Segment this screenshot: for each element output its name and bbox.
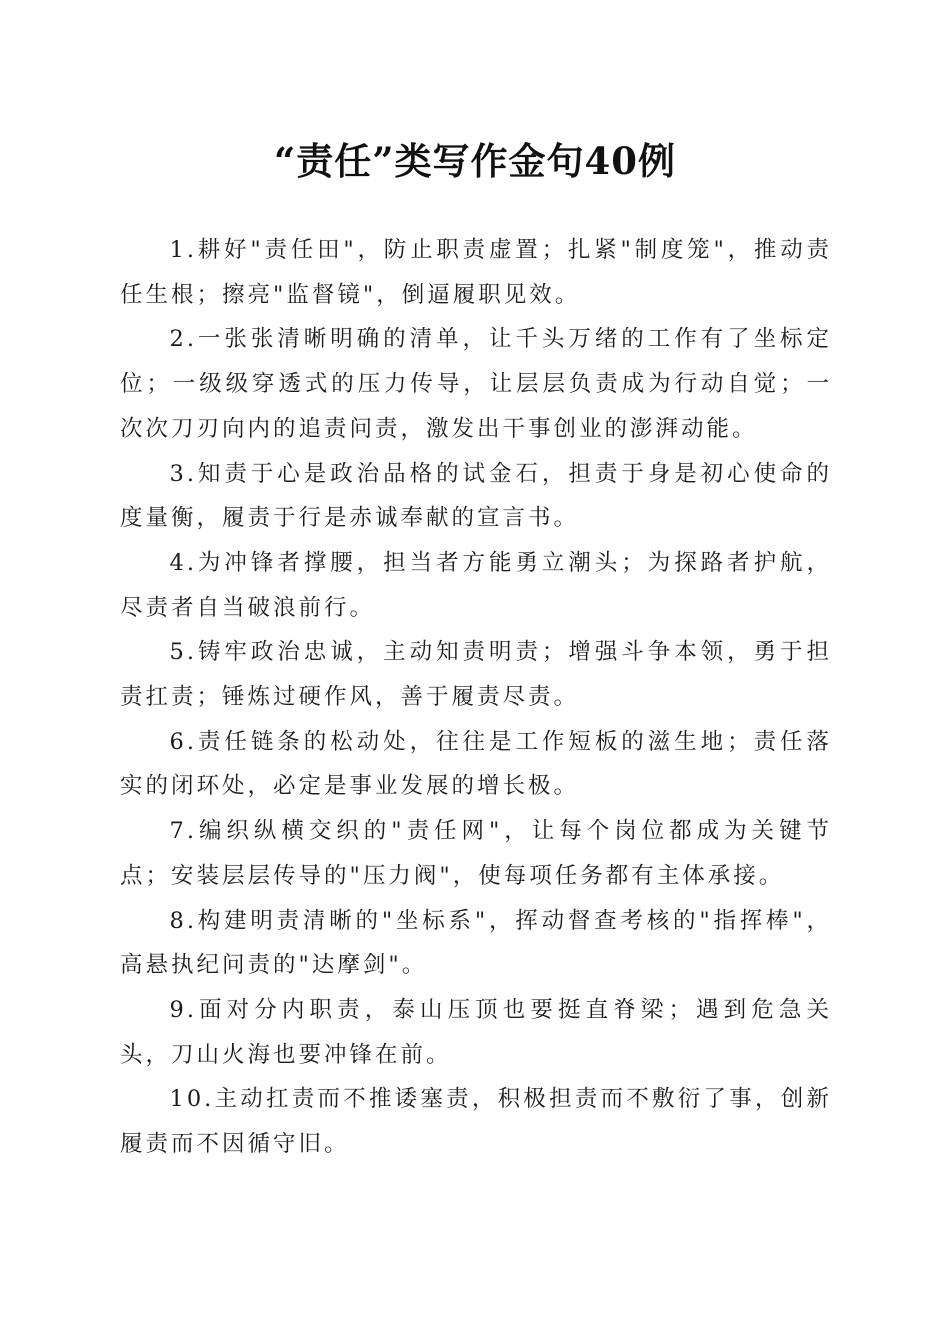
- paragraph-6: 6.责任链条的松动处，往往是工作短板的滋生地；责任落实的闭环处，必定是事业发展的增长极。: [120, 728, 832, 800]
- document-body: [120, 228, 832, 1167]
- paragraph-1: 1.耕好"责任田"，防止职责虚置；扎紧"制度笼"，推动责任生根；擦亮"监督镜"，倒逼履职见效。: [120, 237, 832, 308]
- paragraph-7: 7.编织纵横交织的"责任网"，让每个岗位都成为关键节点；安装层层传导的"压力阀"，使每项任务都有主体承接。: [120, 818, 832, 889]
- paragraph-3: 3.知责于心是政治品格的试金石，担责于身是初心使命的度量衡，履责于行是赤诚奉献的宣言书。: [120, 460, 832, 532]
- paragraph-5: 5.铸牢政治忠诚，主动知责明责；增强斗争本领，勇于担责扛责；锤炼过硬作风，善于履责尽责。: [120, 639, 832, 711]
- paragraph-2: 2.一张张清晰明确的清单，让千头万绪的工作有了坐标定位；一级级穿透式的压力传导，让层层负责成为行动自觉；一次次刀刃向内的追责问责，激发出干事创业的澎湃动能。: [120, 326, 832, 442]
- document-title: “责任”类写作金句40例: [273, 139, 677, 183]
- paragraph-9: 9.面对分内职责，泰山压顶也要挺直脊梁；遇到危急关头，刀山火海也要冲锋在前。: [120, 996, 832, 1068]
- paragraph-4: 4.为冲锋者撑腰，担当者方能勇立潮头；为探路者护航，尽责者自当破浪前行。: [120, 549, 832, 621]
- paragraph-10: 10.主动扛责而不推诿塞责，积极担责而不敷衍了事，创新履责而不因循守旧。: [120, 1086, 832, 1158]
- paragraph-8: 8.构建明责清晰的"坐标系"，挥动督查考核的"指挥棒"，高悬执纪问责的"达摩剑"。: [120, 907, 832, 979]
